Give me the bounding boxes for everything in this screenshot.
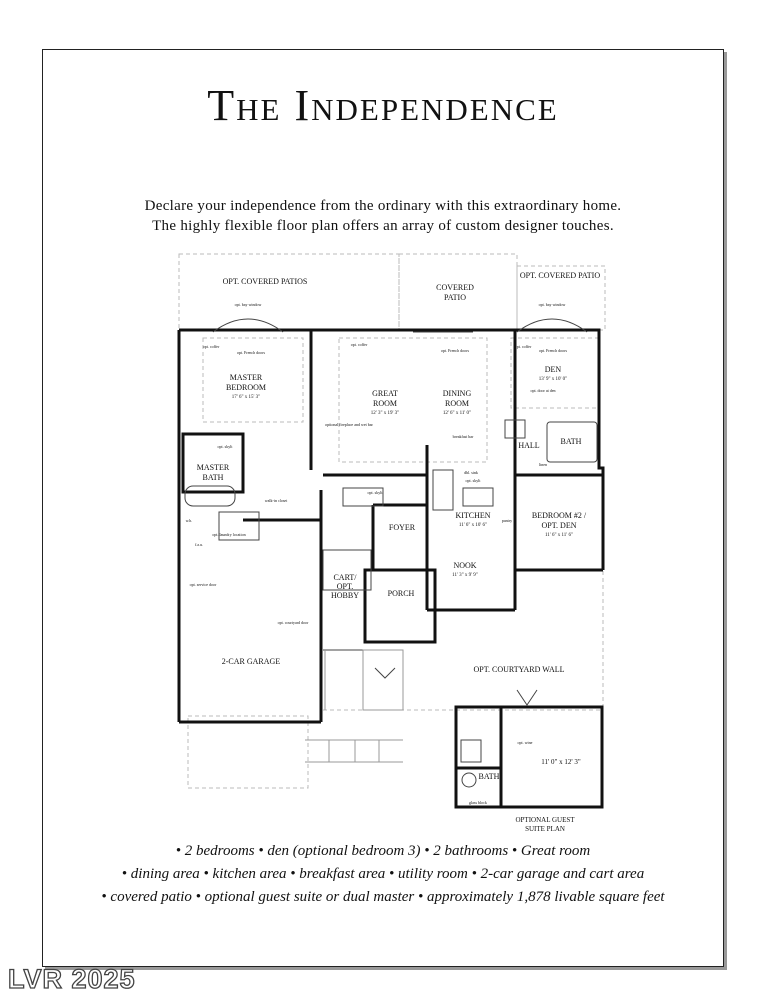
label-master-bath-2: BATH	[202, 473, 224, 482]
label-master-bedroom-size: 17' 6" x 15' 3"	[231, 395, 261, 400]
note-french-doors-master: opt. French doors	[236, 350, 266, 355]
label-porch: PORCH	[387, 589, 415, 598]
label-great-room-2: ROOM	[372, 399, 398, 408]
note-skylt-kitchen: opt. skylt	[465, 478, 481, 483]
label-master-bedroom-1: MASTER	[229, 373, 263, 382]
note-skylt-master: opt. skylt	[217, 444, 233, 449]
label-hobby-3: HOBBY	[330, 591, 360, 600]
note-french-doors-den: opt. French doors	[538, 348, 568, 353]
label-den: DEN	[544, 365, 562, 374]
label-bath: BATH	[560, 437, 582, 446]
label-covered-patio-2: PATIO	[444, 293, 466, 302]
note-pantry: pantry	[501, 518, 513, 523]
note-dbl-sink: dbl. sink	[464, 470, 478, 475]
brochure-sheet	[42, 49, 724, 967]
label-nook-size: 11' 3" x 9' 9"	[452, 573, 478, 578]
label-guest-size: 11' 0" x 12' 3"	[541, 758, 581, 766]
label-hobby-2: OPT.	[336, 582, 354, 591]
page-title: The Independence	[207, 81, 559, 130]
note-walk-in-closet: walk-in closet	[264, 498, 288, 503]
note-opt-laundry: opt. laundry location	[212, 532, 246, 537]
label-bedroom2-1: BEDROOM #2 /	[531, 511, 587, 520]
label-dining-room-size: 12' 6" x 11' 0"	[442, 411, 472, 416]
label-courtyard-wall: OPT. COURTYARD WALL	[473, 665, 565, 674]
note-optional-fireplace: optional fireplace and wet bar	[325, 422, 373, 427]
label-covered-patio-1: COVERED	[436, 283, 474, 292]
watermark: LVR 2025	[8, 964, 136, 994]
note-bay-window-right: opt. bay window	[538, 302, 566, 307]
label-great-room-1: GREAT	[372, 389, 398, 398]
label-guest-plan-2: SUITE PLAN	[525, 825, 565, 833]
note-opt-wine: opt. wine	[517, 740, 533, 745]
note-opt-courtyard-door: opt. courtyard door	[277, 620, 309, 625]
label-opt-covered-patio: OPT. COVERED PATIO	[519, 271, 601, 280]
tagline-line-2: The highly flexible floor plan offers an array of custom designer touches.	[152, 218, 614, 234]
label-bedroom2-2: OPT. DEN	[541, 521, 577, 530]
label-hobby-1: CART/	[333, 573, 357, 582]
label-opt-covered-patios: OPT. COVERED PATIOS	[222, 277, 308, 286]
label-master-bedroom-2: BEDROOM	[225, 383, 267, 392]
note-wh: w.h.	[185, 518, 193, 523]
note-coffer-den: opt. coffer	[514, 344, 532, 349]
note-coffer-great: opt. coffer	[350, 342, 368, 347]
tagline-line-1: Declare your independence from the ordinary with this extraordinary home.	[144, 198, 622, 214]
label-guest-plan-1: OPTIONAL GUEST	[515, 816, 575, 824]
label-guest-bath: BATH	[478, 772, 500, 781]
note-linen: linen	[539, 462, 547, 467]
features-line-1: • 2 bedrooms • den (optional bedroom 3) • 2 bathrooms • Great room	[175, 843, 591, 859]
note-fau: f.a.u.	[194, 542, 204, 547]
label-garage: 2-CAR GARAGE	[221, 657, 281, 666]
note-french-doors-great: opt. French doors	[440, 348, 470, 353]
label-kitchen: KITCHEN	[455, 511, 491, 520]
note-coffer-master: opt. coffer	[202, 344, 220, 349]
label-kitchen-size: 11' 6" x 10' 6"	[458, 523, 488, 528]
note-opt-door: opt. door at den	[530, 388, 556, 393]
label-master-bath-1: MASTER	[196, 463, 230, 472]
label-den-size: 13' 9" x 10' 0"	[538, 377, 568, 382]
floor-plan	[43, 50, 723, 966]
note-bay-window-left: opt. bay window	[234, 302, 262, 307]
features-line-3: • covered patio • optional guest suite or dual master • approximately 1,878 livable square feet	[101, 889, 665, 905]
note-glass-block: glass block	[469, 800, 487, 805]
label-hall: HALL	[518, 441, 540, 450]
label-great-room-size: 12' 3" x 19' 3"	[370, 411, 400, 416]
note-opt-service-door: opt. service door	[189, 582, 217, 587]
features-line-2: • dining area • kitchen area • breakfast area • utility room • 2-car garage and cart area	[121, 866, 645, 882]
note-breakfast-bar: breakfast bar	[452, 434, 474, 439]
label-foyer: FOYER	[388, 523, 416, 532]
label-dining-room-1: DINING	[442, 389, 472, 398]
note-skylt-foyer: opt. skylt	[367, 490, 383, 495]
label-dining-room-2: ROOM	[444, 399, 470, 408]
label-bedroom2-size: 11' 6" x 11' 6"	[544, 533, 574, 538]
label-nook: NOOK	[453, 561, 477, 570]
